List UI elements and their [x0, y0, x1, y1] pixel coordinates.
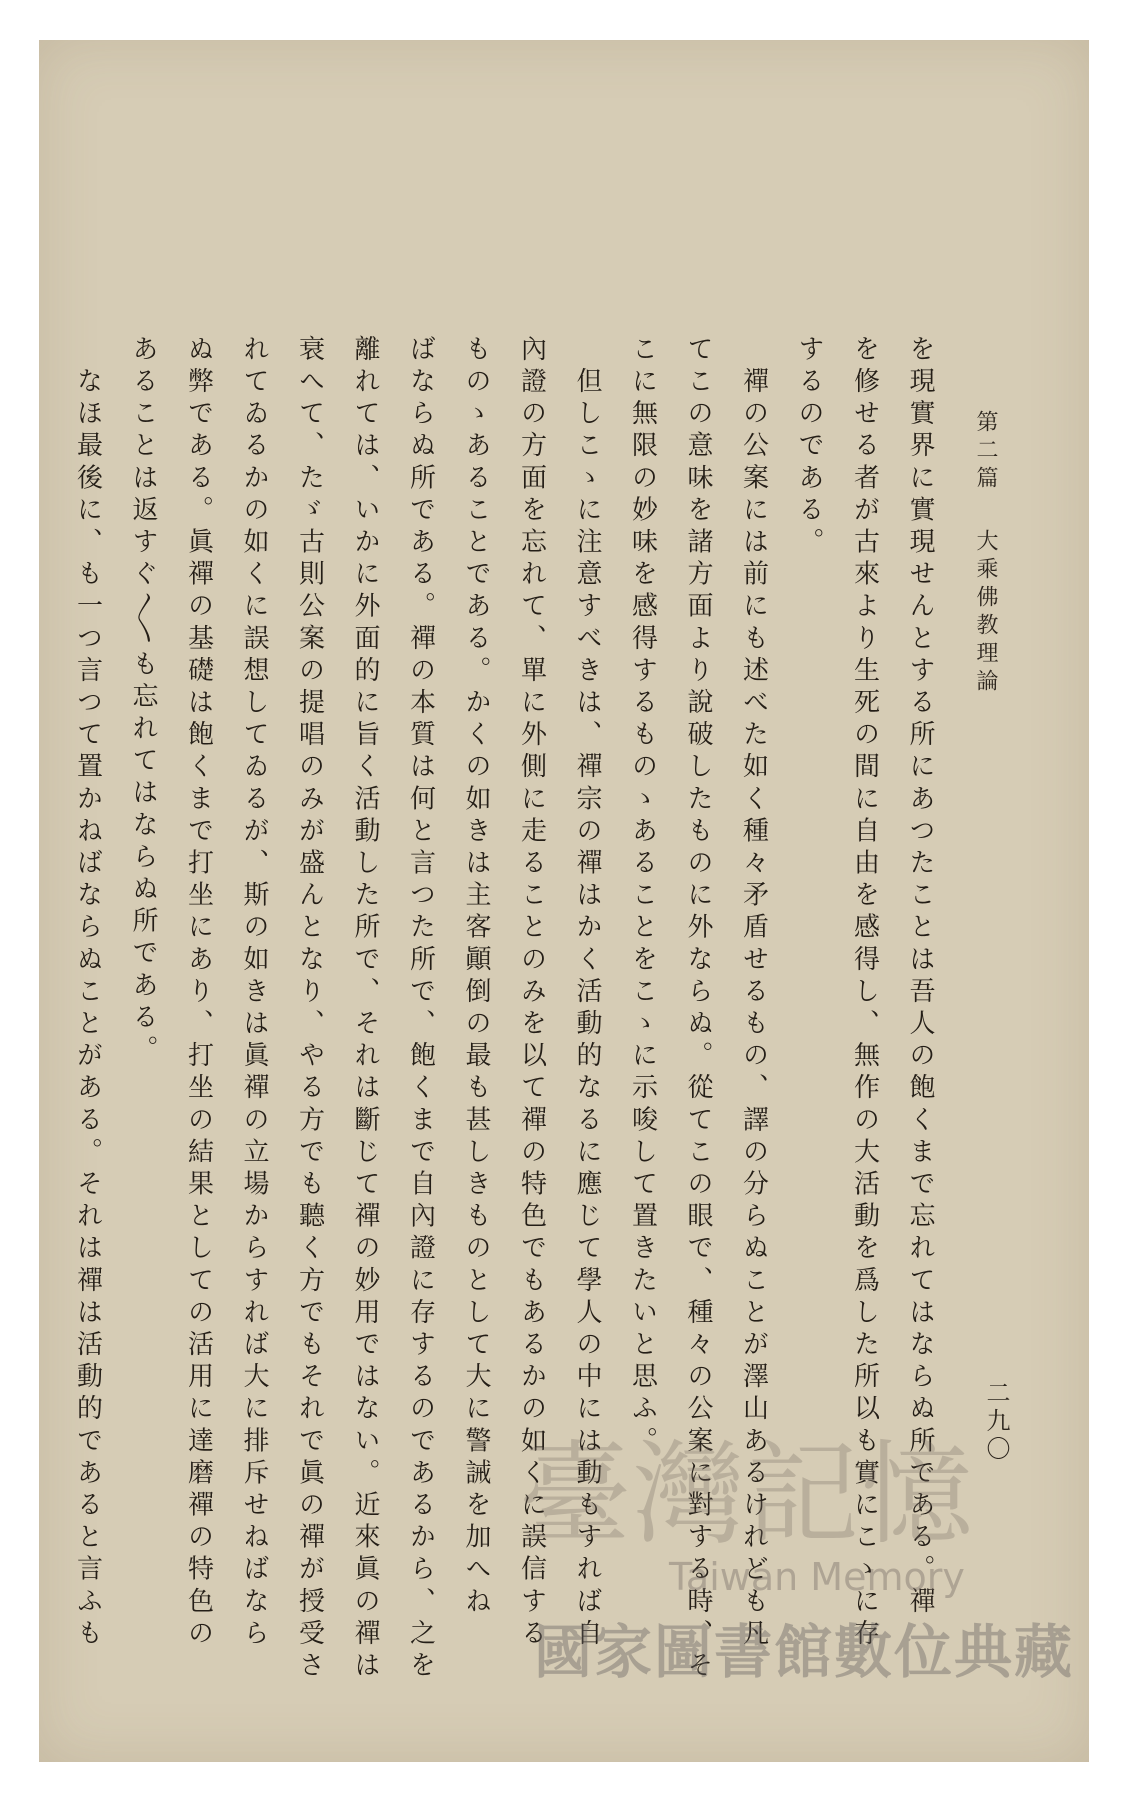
book-title: 大乘佛教理論	[973, 529, 998, 697]
section-label: 第二篇	[973, 410, 998, 494]
text-line: を修せる者が古來より生死の間に自由を感得し、無作の大活動を爲した所以も實にこゝに存	[849, 335, 880, 1652]
running-header	[970, 410, 1001, 697]
text-line: 禪の公案には前にも述べた如く種々矛盾せるもの、譯の分らぬことが澤山あるけれども凡	[738, 335, 769, 1652]
text-line: なほ最後に、も一つ言つて置かねばならぬことがある。それは禪は活動的であると言ふも	[72, 335, 103, 1652]
book-page	[39, 40, 1089, 1762]
text-line: 衰へて、たゞ古則公案の提唱のみが盛んとなり、やる方でも聽く方でもそれで眞の禪が授受さ	[294, 335, 325, 1684]
text-line: れてゐるかの如くに誤想してゐるが、斯の如きは眞禪の立場からすれば大に排斥せねばなら	[239, 335, 269, 1652]
text-line: てこの意味を諸方面より說破したものに外ならぬ。從てこの眼で、種々の公案に對する時、そ	[683, 335, 713, 1684]
page-number: 二九〇	[982, 1380, 1010, 1464]
text-line: ばならぬ所である。禪の本質は何と言つた所で、飽くまで自內證に存するのであるから、之を	[405, 335, 436, 1684]
text-line: ぬ弊である。眞禪の基礎は飽くまで打坐にあり、打坐の結果としての活用に達磨禪の特色の	[183, 335, 214, 1652]
text-line: 離れては、いかに外面的に旨く活動した所で、それは斷じて禪の妙用ではない。近來眞の禪は	[350, 335, 380, 1684]
text-line: を現實界に實現せんとする所にあつたことは吾人の飽くまで忘れてはならぬ所である。禪	[905, 335, 935, 1619]
text-line: こに無限の妙味を感得するものゝあることをこゝに示唆して置きたいと思ふ。	[627, 335, 658, 1459]
text-line: 但しこゝに注意すべきは、禪宗の禪はかく活動的なるに應じて學人の中には動もすれば自	[572, 335, 602, 1652]
watermark-logo-text: 臺灣記憶	[519, 1430, 975, 1560]
watermark-english: Taiwan Memory	[669, 1555, 965, 1599]
text-line: するのである。	[794, 335, 824, 560]
text-line: 內證の方面を忘れて、單に外側に走ることのみを以て禪の特色でもあるかの如くに誤信する	[516, 335, 547, 1652]
text-line: あることは返すぐ〳〵も忘れてはならぬ所である。	[128, 335, 158, 1068]
text-line: ものゝあることである。かくの如きは主客顚倒の最も甚しきものとして大に警誡を加へね	[461, 335, 491, 1619]
watermark-library-name: 國家圖書館數位典藏	[534, 1618, 1075, 1686]
